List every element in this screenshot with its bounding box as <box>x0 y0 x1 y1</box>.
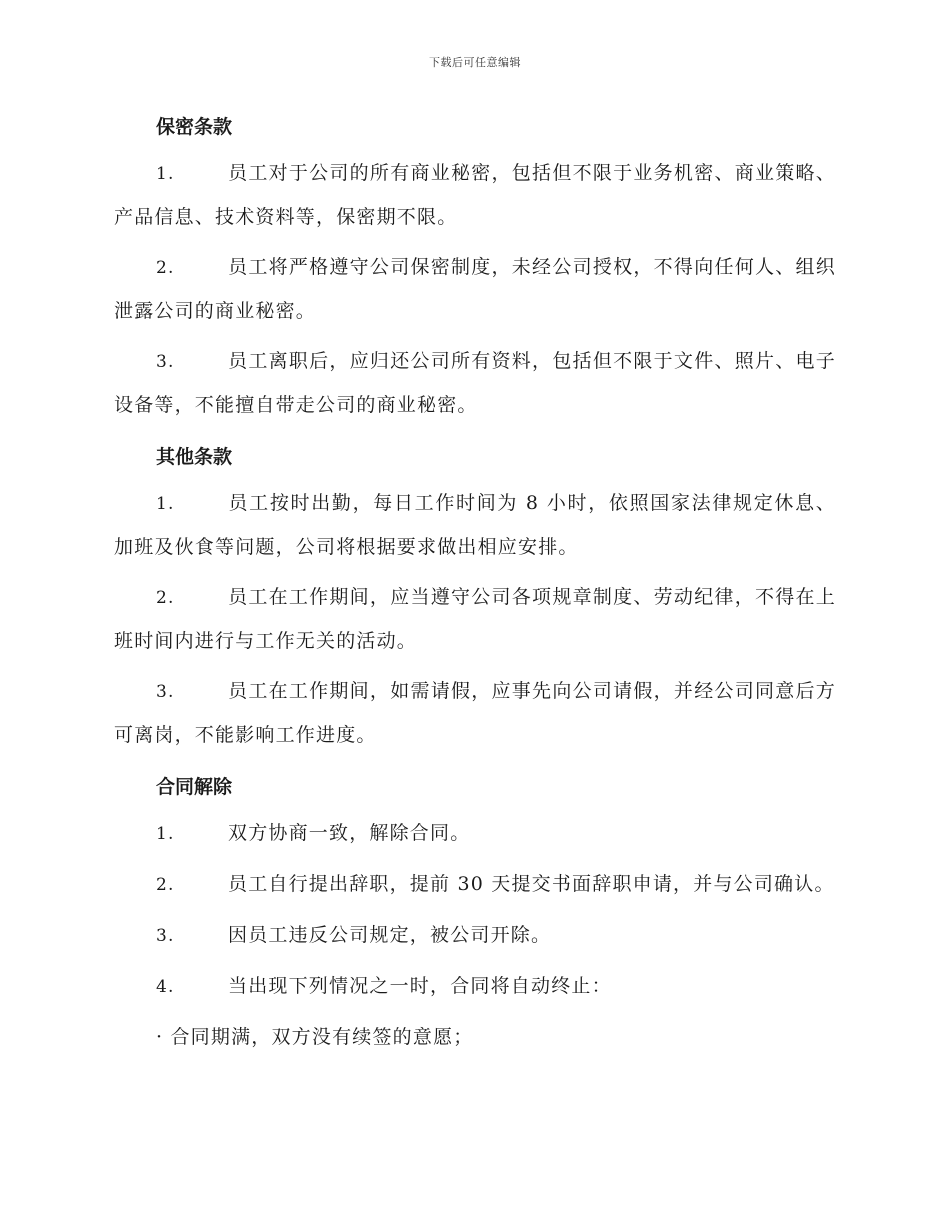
clause-text: 员工在工作期间，如需请假，应事先向公司请假，并经公司同意后方可离岗，不能影响工作进度。 <box>114 680 836 746</box>
clause-number: 3. <box>156 352 175 372</box>
clause-text: 员工自行提出辞职，提前 30 天提交书面辞职申请，并与公司确认。 <box>228 873 835 895</box>
page-header: 下载后可任意编辑 <box>429 56 521 69</box>
clause-paragraph <box>114 576 836 663</box>
clause-text: 员工按时出勤，每日工作时间为 8 小时，依照国家法律规定休息、加班及伙食等问题，公司将根据要求做出相应安排。 <box>114 492 836 558</box>
clause-number: 1. <box>156 494 175 514</box>
clause-number: 2. <box>156 258 175 278</box>
clause-number: 3. <box>156 682 175 702</box>
clause-paragraph <box>114 914 836 958</box>
clause-paragraph <box>114 482 836 569</box>
clause-paragraph <box>114 246 836 333</box>
clause-paragraph <box>114 670 836 757</box>
clause-number: 1. <box>156 824 175 844</box>
clause-text: 双方协商一致，解除合同。 <box>228 822 471 844</box>
section-termination <box>114 764 836 1059</box>
clause-paragraph <box>114 152 836 239</box>
section-heading: 合同解除 <box>156 776 233 798</box>
clause-paragraph <box>114 812 836 856</box>
section-heading: 其他条款 <box>156 446 233 468</box>
clause-paragraph <box>114 340 836 427</box>
document-body <box>114 104 836 1059</box>
clause-number: 3. <box>156 926 175 946</box>
section-heading: 保密条款 <box>156 116 233 138</box>
section-confidentiality <box>114 104 836 427</box>
clause-paragraph <box>114 863 836 907</box>
clause-number: 1. <box>156 164 175 184</box>
clause-text: 因员工违反公司规定，被公司开除。 <box>228 924 552 946</box>
clause-text: 员工将严格遵守公司保密制度，未经公司授权，不得向任何人、组织泄露公司的商业秘密。 <box>114 256 836 322</box>
clause-text: 员工在工作期间，应当遵守公司各项规章制度、劳动纪律，不得在上班时间内进行与工作无关的活动。 <box>114 586 836 652</box>
clause-text: 员工对于公司的所有商业秘密，包括但不限于业务机密、商业策略、产品信息、技术资料等，保密期不限。 <box>114 162 836 228</box>
section-other-terms <box>114 434 836 757</box>
clause-number: 4. <box>156 977 175 997</box>
clause-paragraph <box>114 965 836 1009</box>
bullet-item: · 合同期满，双方没有续签的意愿； <box>156 1026 474 1048</box>
clause-text: 员工离职后，应归还公司所有资料，包括但不限于文件、照片、电子设备等，不能擅自带走公司的商业秘密。 <box>114 350 836 416</box>
clause-number: 2. <box>156 875 175 895</box>
clause-number: 2. <box>156 588 175 608</box>
clause-text: 当出现下列情况之一时，合同将自动终止： <box>228 975 612 997</box>
